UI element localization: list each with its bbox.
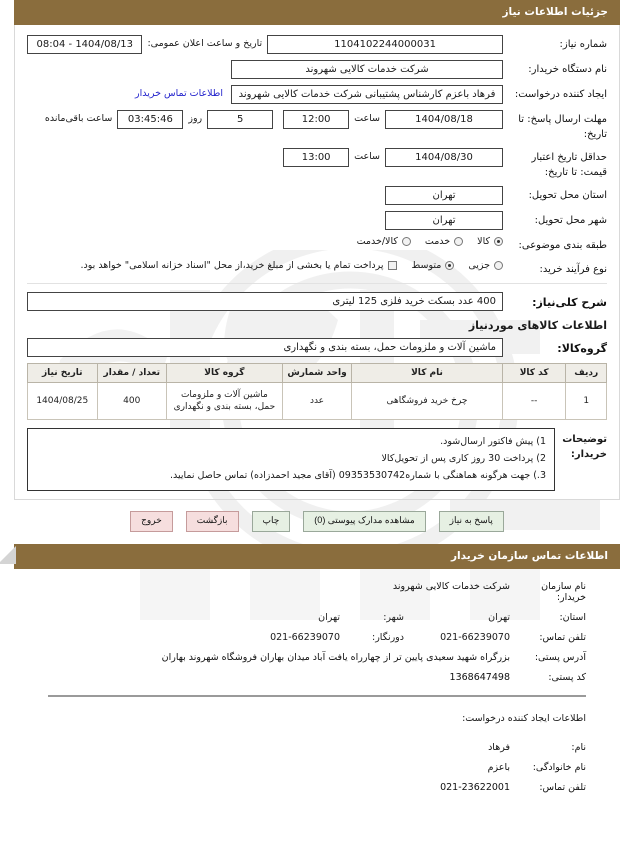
creator-contact-title: اطلاعات ایجاد کننده درخواست: (462, 712, 586, 724)
countdown-value: 03:45:46 (117, 110, 183, 129)
treasury-bond-label: پرداخت تمام یا بخشی از مبلغ خرید،از محل "اسناد خزانه اسلامی" خواهد بود. (80, 259, 384, 271)
price-validity-hour-label: ساعت (354, 151, 380, 162)
countdown-label: ساعت باقی‌مانده (44, 113, 113, 124)
process-option-label: متوسط (411, 259, 442, 271)
general-need-label: شرح کلی‌نیاز: (532, 296, 607, 309)
response-deadline-date: 1404/08/18 (385, 110, 503, 129)
classification-radio-group (343, 236, 503, 247)
creator-family-value: باعزم (487, 761, 510, 773)
need-number-label: شماره نیاز: (559, 39, 607, 50)
buyer-address-value: بزرگراه شهید سعیدی پایین تر از چهارراه یافت آباد میدان بهاران فروشگاه شهروند بهاران (161, 651, 510, 663)
buyer-org-name-label: نام سازمان خریدار: (541, 580, 586, 603)
buyer-contact-block (14, 569, 620, 683)
section-divider (27, 283, 607, 284)
buyer-org-value: شرکت خدمات کالایی شهروند (231, 60, 503, 79)
classification-option-khedmat[interactable] (425, 236, 463, 247)
col-date: تاریخ نیاز (28, 364, 98, 383)
row-request-creator (27, 85, 607, 104)
row-buyer-org (27, 60, 607, 79)
view-attachments-button[interactable]: مشاهده مدارک پیوستی (0) (303, 511, 425, 532)
buyer-phone-value: 021-66239070 (440, 631, 510, 643)
cell-unit: عدد (282, 383, 351, 420)
buyer-city-label: شهر: (383, 611, 404, 623)
buyer-notes-label: توضیحات خریدار: (562, 434, 607, 461)
exit-button[interactable]: خروج (130, 511, 173, 532)
public-announce-label: تاریخ و ساعت اعلان عمومی: (147, 38, 263, 49)
row-buyer-org-name (48, 581, 586, 603)
price-validity-label: حداقل تاریخ اعتبار قیمت: تا تاریخ: (531, 152, 607, 178)
header-notch-decoration (0, 546, 16, 564)
row-creator-name (48, 742, 586, 753)
cell-qty: 400 (97, 383, 166, 420)
buyer-note-line: 2) پرداخت 30 روز کاری پس از تحویل‌کالا (381, 452, 546, 464)
radio-dot-icon (445, 261, 454, 270)
delivery-province-label: استان محل تحویل: (528, 190, 607, 201)
radio-dot-icon (402, 237, 411, 246)
classification-option-label: خدمت (424, 236, 451, 247)
delivery-province-value: تهران (385, 186, 503, 205)
table-row (28, 383, 607, 420)
col-row: ردیف (566, 364, 607, 383)
col-unit: واحد شمارش (282, 364, 351, 383)
process-option-label: جزیی (468, 259, 490, 271)
print-button[interactable]: چاپ (252, 511, 291, 532)
classification-label: طبقه بندی موضوعی: (518, 240, 607, 251)
row-need-number (27, 35, 607, 54)
radio-dot-icon (494, 261, 503, 270)
cell-group: ماشین آلات و ملزومات حمل، بسته بندی و نگهداری (166, 383, 282, 420)
row-buyer-address (48, 652, 586, 663)
row-creator-phone (48, 782, 586, 793)
buyer-contact-link[interactable]: اطلاعات تماس خریدار (134, 88, 223, 99)
row-purchase-process (27, 260, 607, 278)
creator-family-label: نام خانوادگی: (532, 761, 586, 773)
public-announce-value: 1404/08/13 - 08:04 (27, 35, 142, 54)
row-delivery-city (27, 211, 607, 230)
row-price-validity (27, 148, 607, 180)
request-creator-value: فرهاد باعزم کارشناس پشتیبانی شرکت خدمات کالایی شهروند (231, 85, 503, 104)
delivery-city-value: تهران (385, 211, 503, 230)
row-classification (27, 236, 607, 254)
need-details-header (14, 0, 620, 25)
purchase-process-radio-group (67, 260, 504, 271)
buyer-notes-row (27, 428, 607, 491)
process-option-jozi[interactable] (468, 260, 503, 271)
need-details-panel (14, 25, 620, 500)
row-buyer-province-city (48, 612, 586, 623)
classification-option-label: کالا/خدمت (356, 236, 398, 247)
treasury-bond-checkbox[interactable] (81, 260, 398, 271)
delivery-city-label: شهر محل تحویل: (534, 215, 607, 226)
price-validity-time: 13:00 (283, 148, 349, 167)
need-number-value: 1104102244000031 (267, 35, 503, 54)
goods-section-title: اطلاعات کالاهای موردنیاز (468, 319, 607, 332)
buyer-contact-header-title: اطلاعات تماس سازمان خریدار (14, 544, 620, 569)
goods-group-label: گروه‌کالا: (557, 342, 607, 355)
buyer-fax-label: دورنگار: (372, 631, 404, 643)
respond-to-need-button[interactable]: پاسخ به نیاز (439, 511, 504, 532)
buyer-address-label: آدرس پستی: (534, 651, 586, 663)
col-qty: تعداد / مقدار (97, 364, 166, 383)
response-deadline-hour-label: ساعت (354, 113, 380, 124)
price-validity-date: 1404/08/30 (385, 148, 503, 167)
purchase-process-label: نوع فرآیند خرید: (539, 263, 607, 275)
cell-code: -- (502, 383, 566, 420)
buyer-org-name-value: شرکت خدمات کالایی شهروند (392, 580, 510, 592)
buyer-province-value: تهران (488, 611, 510, 623)
buyer-fax-value: 021-66239070 (270, 631, 340, 643)
remaining-days-unit: روز (188, 113, 203, 124)
row-response-deadline (27, 110, 607, 142)
buyer-city-value: تهران (318, 611, 340, 623)
row-goods-group (27, 338, 607, 357)
creator-contact-block (14, 730, 620, 793)
buyer-note-line: 3.) جهت هرگونه هماهنگی با شماره09353530742 (آقای مجید احمدزاده) تماس حاصل نمایید. (169, 469, 546, 481)
request-creator-label: ایجاد کننده درخواست: (514, 89, 607, 100)
creator-name-label: نام: (571, 741, 586, 753)
col-code: کد کالا (502, 364, 566, 383)
radio-dot-icon (454, 237, 463, 246)
cell-row: 1 (566, 383, 607, 420)
response-deadline-label: مهلت ارسال پاسخ: تا تاریخ: (518, 114, 607, 140)
creator-name-value: فرهاد (488, 741, 510, 753)
checkbox-icon (388, 261, 397, 270)
cell-date: 1404/08/25 (28, 383, 98, 420)
need-details-header-title: جزئیات اطلاعات نیاز (14, 0, 620, 25)
classification-option-kala-khedmat[interactable] (357, 236, 411, 247)
goods-table (27, 363, 607, 420)
action-button-bar (14, 511, 620, 532)
creator-phone-label: تلفن تماس: (539, 781, 586, 793)
classification-option-label: کالا (477, 236, 490, 247)
back-button[interactable]: بازگشت (186, 511, 239, 532)
row-general-need (27, 292, 607, 311)
buyer-org-label: نام دستگاه خریدار: (528, 64, 607, 75)
goods-group-value: ماشین آلات و ملزومات حمل، بسته بندی و نگهداری (27, 338, 503, 357)
buyer-phone-label: تلفن تماس: (539, 631, 586, 643)
cell-name: چرخ خرید فروشگاهی (352, 383, 503, 420)
buyer-postal-code-label: کد پستی: (548, 671, 586, 683)
general-need-value: 400 عدد بسکت خرید فلزی 125 لیتری (27, 292, 503, 311)
goods-table-header-row (28, 364, 607, 383)
process-option-motavaset[interactable] (411, 260, 454, 271)
row-buyer-phone-fax (48, 632, 586, 643)
col-group: گروه کالا (166, 364, 282, 383)
response-deadline-time: 12:00 (283, 110, 349, 129)
row-buyer-postal-code (48, 672, 586, 683)
creator-phone-value: 021-23622001 (440, 781, 510, 793)
buyer-postal-code-value: 1368647498 (449, 671, 510, 683)
row-delivery-province (27, 186, 607, 205)
buyer-province-label: استان: (559, 611, 586, 623)
radio-dot-icon (494, 237, 503, 246)
buyer-contact-header (14, 544, 620, 569)
classification-option-kala[interactable] (477, 236, 503, 247)
row-creator-family (48, 762, 586, 773)
col-name: نام کالا (352, 364, 503, 383)
buyer-notes-box (27, 428, 555, 491)
buyer-note-line: 1) پیش فاکتور ارسال‌شود. (440, 436, 546, 448)
remaining-days-value: 5 (207, 110, 273, 129)
